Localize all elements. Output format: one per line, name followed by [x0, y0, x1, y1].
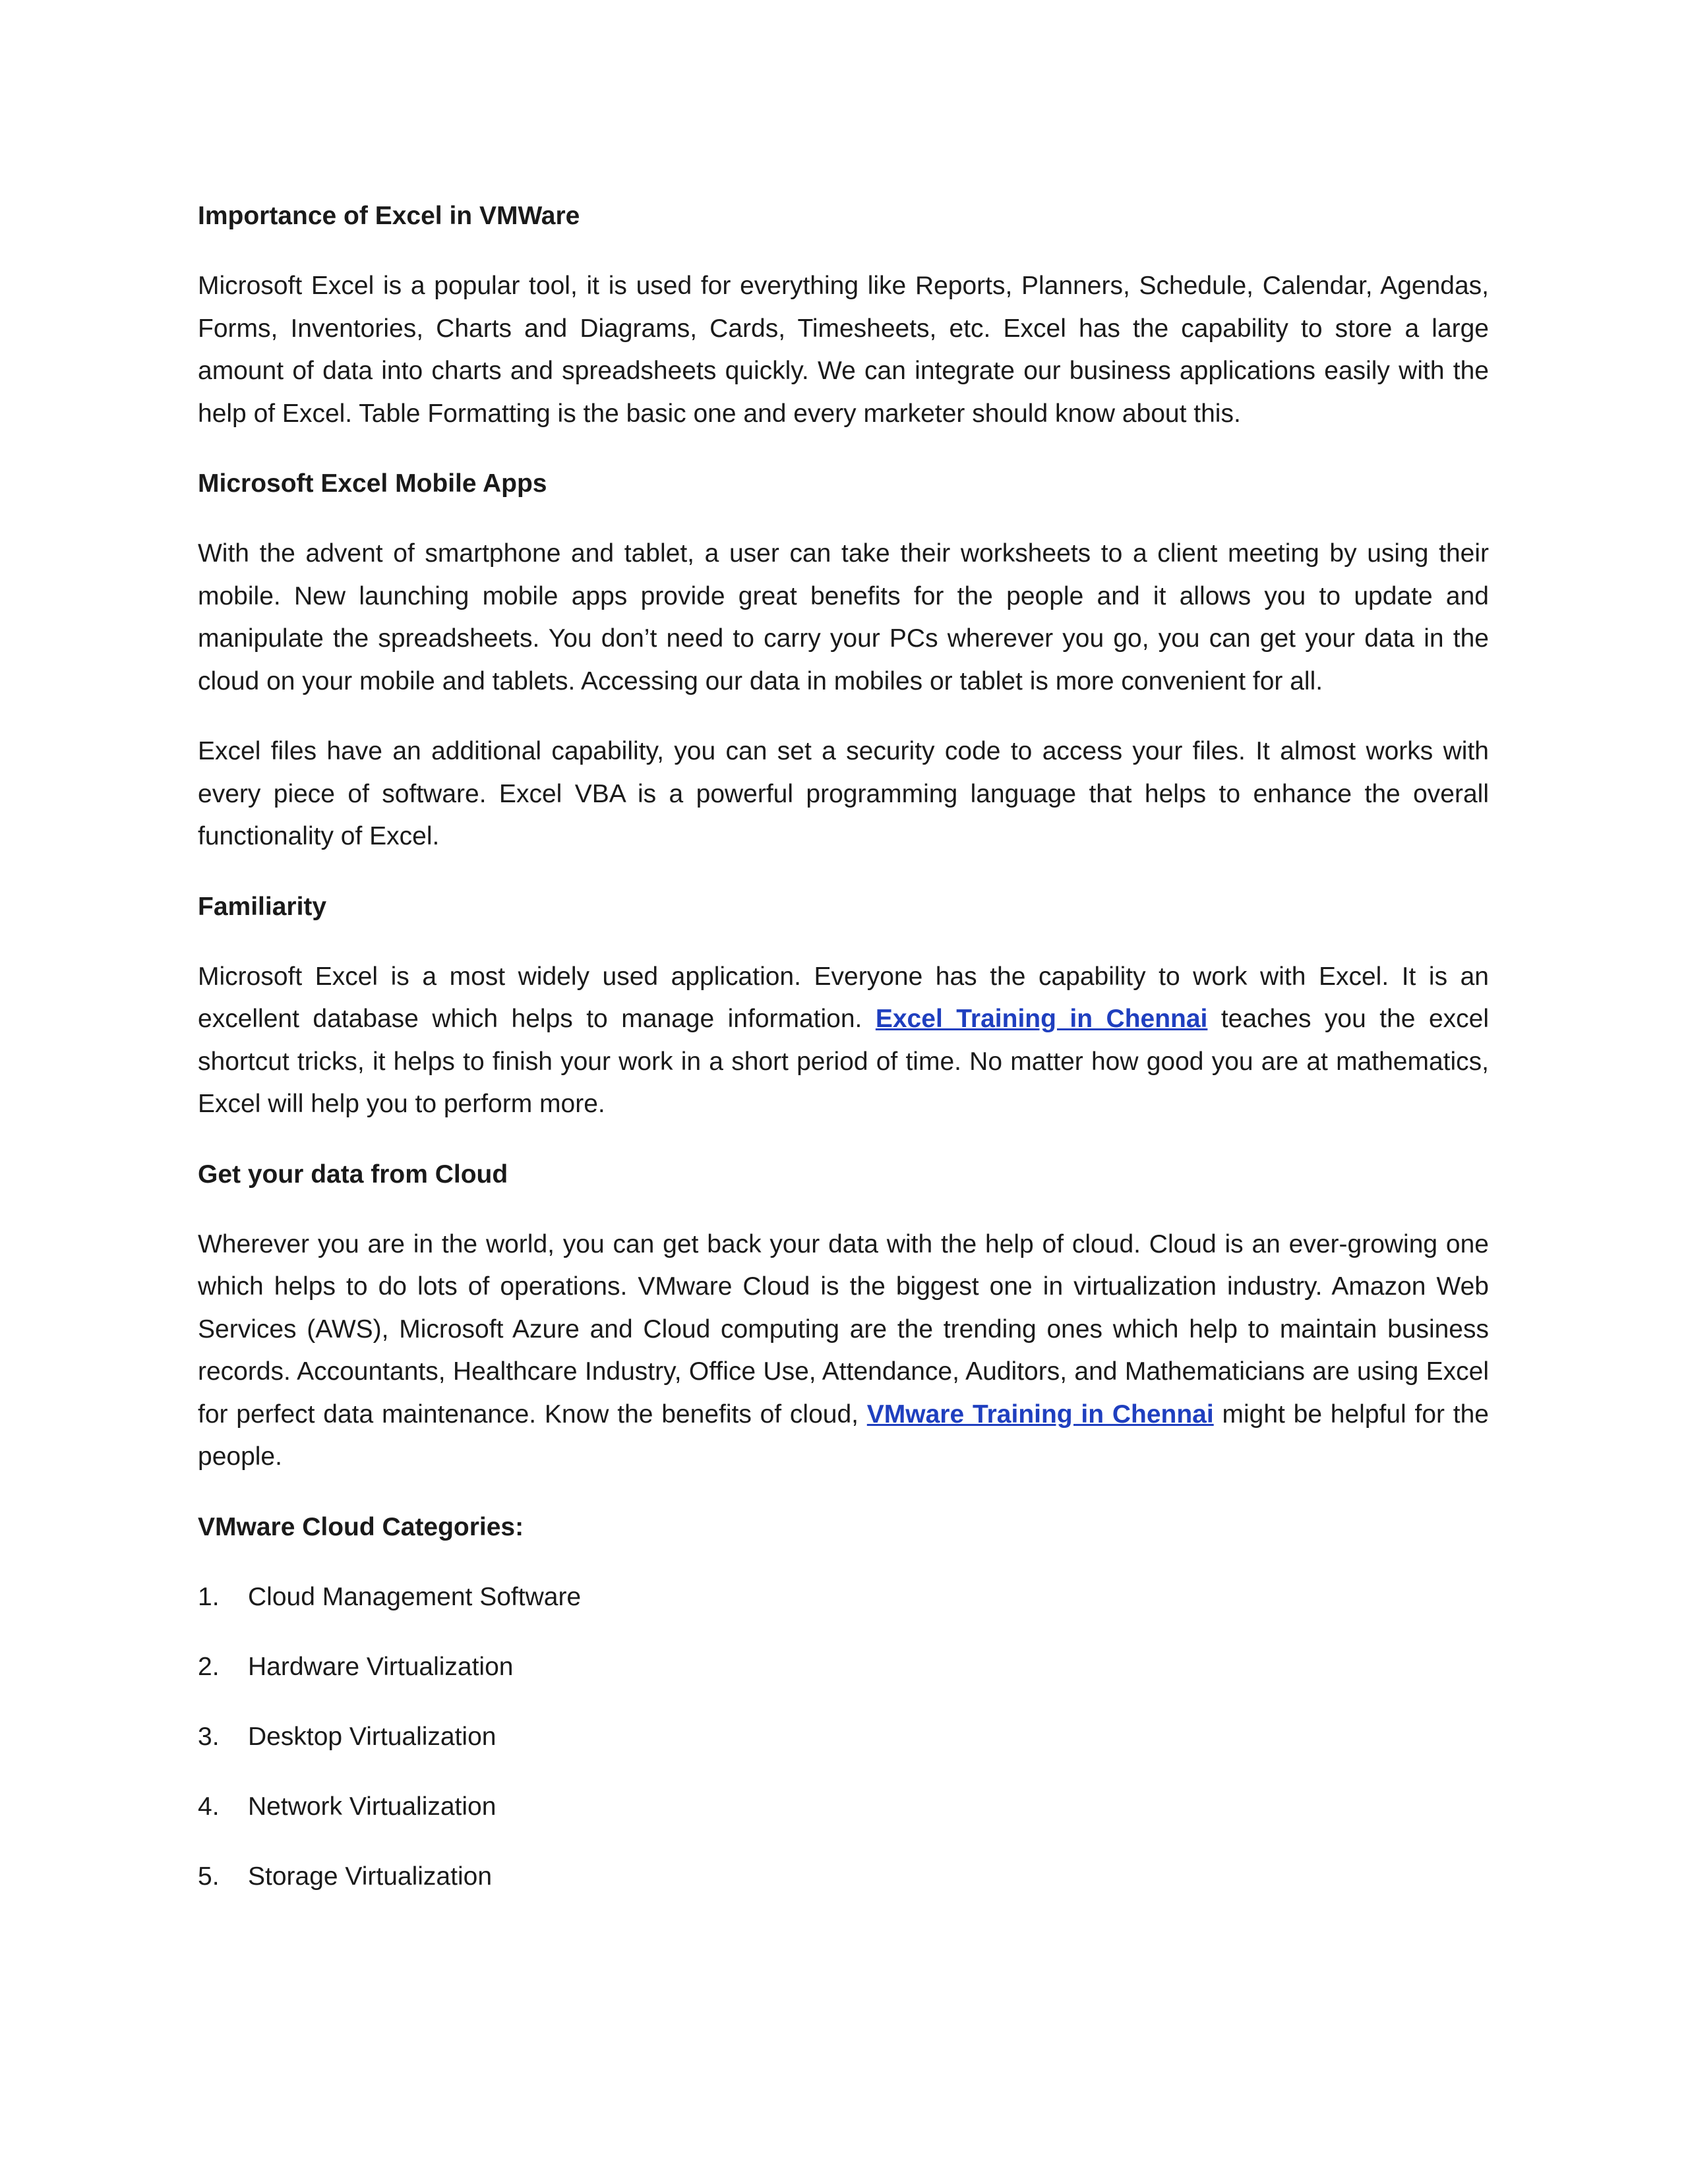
paragraph: Excel files have an additional capability, you can set a security code to access your files. It almost works with every piece of software. Excel VBA is a powerful programming language that helps to enhance the overall functionality of Excel. — [198, 737, 1489, 850]
paragraph-with-link — [198, 1224, 1489, 1479]
section-heading: VMware Cloud Categories: — [198, 1512, 524, 1541]
paragraph-text: Microsoft Excel is a most widely used application. Everyone has the capability to work with Excel. It is an excellent database which helps to manage information. — [198, 962, 1489, 1033]
section-heading: Get your data from Cloud — [198, 1160, 508, 1189]
list-text: Storage Virtualization — [248, 1862, 493, 1891]
list-number: 1. — [198, 1582, 220, 1611]
list-item — [198, 1576, 1489, 1618]
list-number: 3. — [198, 1722, 220, 1751]
list-text: Network Virtualization — [248, 1792, 497, 1821]
list-text: Hardware Virtualization — [248, 1652, 514, 1681]
section-heading: Importance of Excel in VMWare — [198, 202, 580, 230]
paragraph-text: Wherever you are in the world, you can get back your data with the help of cloud. Cloud is an ever-growing one which helps to do lots of operations. VMware Cloud is the biggest one in virtualization industry. Amazon Web Services (AWS), Microsoft Azure and Cloud computing are the trending ones which help to maintain business records. Accountants, Healthcare Industry, Office Use, Attendance, Auditors, and Mathematicians are using Excel for perfect data maintenance. Know the benefits of cloud, — [198, 1229, 1489, 1429]
list-text: Desktop Virtualization — [248, 1722, 497, 1751]
paragraph-text: teaches you the excel shortcut tricks, it helps to finish your work in a short period of time. No matter how good you are at mathematics, Excel will help you to perform more. — [198, 1005, 1489, 1118]
list-item — [198, 1856, 1489, 1898]
vmware-training-link[interactable]: VMware Training in Chennai — [866, 1400, 1214, 1429]
paragraph: With the advent of smartphone and tablet, a user can take their worksheets to a client meeting by using their mobile. New launching mobile apps provide great benefits for the people and it allows you to update and manipulate the spreadsheets. You don’t need to carry your PCs wherever you go, you can get your data in the cloud on your mobile and tablets. Accessing our data in mobiles or tablet is more convenient for all. — [198, 539, 1489, 695]
section-heading: Microsoft Excel Mobile Apps — [198, 469, 547, 498]
list-number: 5. — [198, 1862, 220, 1891]
list-number: 2. — [198, 1652, 220, 1681]
list-item — [198, 1786, 1489, 1828]
list-number: 4. — [198, 1792, 220, 1821]
categories-list — [198, 1576, 1489, 1898]
list-item — [198, 1716, 1489, 1758]
paragraph-text: might be helpful for the people. — [198, 1400, 1489, 1471]
paragraph: Microsoft Excel is a popular tool, it is used for everything like Reports, Planners, Schedule, Calendar, Agendas, Forms, Inventories, Charts and Diagrams, Cards, Timesheets, etc. Excel has the capability to store a large amount of data into charts and spreadsheets quickly. We can integrate our business applications easily with the help of Excel. Table Formatting is the basic one and every marketer should know about this. — [198, 272, 1489, 428]
paragraph-with-link — [198, 956, 1489, 1126]
section-heading: Familiarity — [198, 892, 327, 921]
list-text: Cloud Management Software — [248, 1582, 582, 1611]
list-item — [198, 1646, 1489, 1688]
document-page — [198, 195, 1489, 1926]
excel-training-link[interactable]: Excel Training in Chennai — [875, 1005, 1208, 1033]
